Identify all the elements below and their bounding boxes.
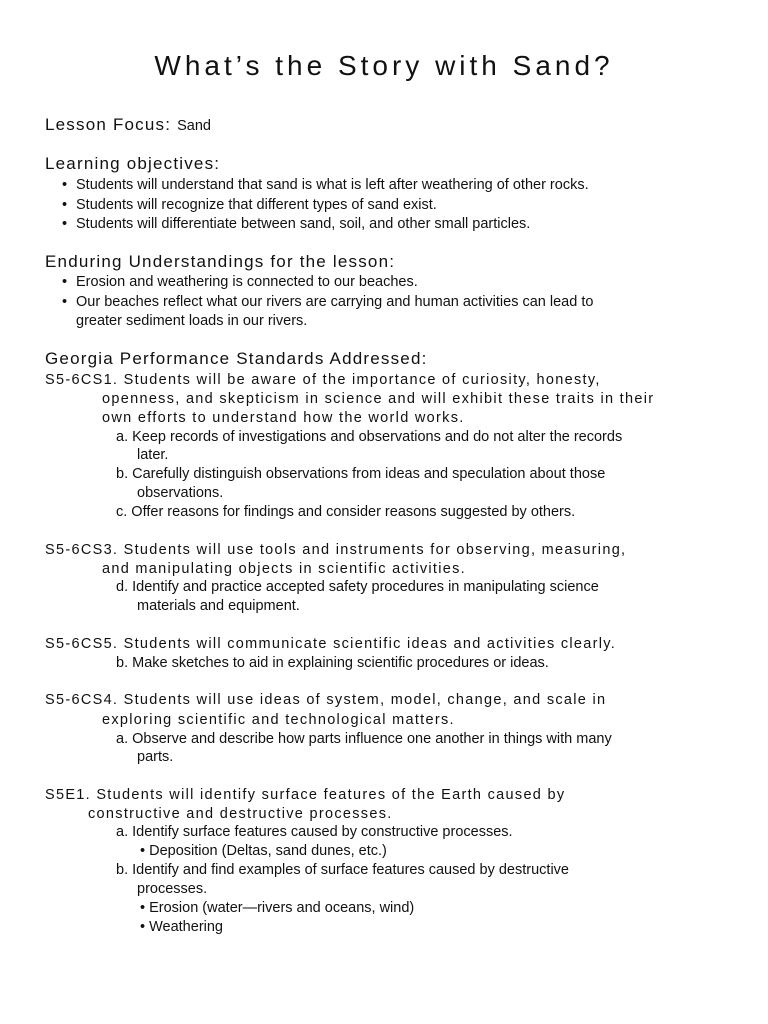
standard-item-a: a. Observe and describe how parts influence one another in things with many [116,731,612,747]
standard-item-a: a. Keep records of investigations and observations and do not alter the records [116,429,623,445]
standard-s5-6cs4: S5-6CS4. Students will use ideas of system, model, change, and scale in [45,692,607,708]
page-title: What’s the Story with Sand? [154,50,614,81]
list-item: • Erosion and weathering is connected to our beaches. [60,273,593,293]
standard-text: own efforts to understand how the world works. [102,410,465,426]
standard-text: and manipulating objects in scientific activities. [102,561,467,577]
standard-s5-6cs1: S5-6CS1. Students will be aware of the importance of curiosity, honesty, [45,372,601,388]
standard-s5e1: S5E1. Students will identify surface features of the Earth caused by [45,787,566,803]
standard-item-text: later. [137,447,169,463]
standard-item-text: processes. [137,881,208,897]
standard-item-d: d. Identify and practice accepted safety procedures in manipulating science [116,579,599,595]
list-item: • Our beaches reflect what our rivers are carrying and human activities can lead to [60,293,593,313]
standard-item-b: b. Identify and find examples of surface features caused by destructive [116,862,569,878]
standard-text: openness, and skepticism in science and will exhibit these traits in their [102,391,655,407]
standard-s5-6cs5: S5-6CS5. Students will communicate scientific ideas and activities clearly. [45,636,617,652]
standard-item-a: a. Identify surface features caused by constructive processes. [116,824,513,840]
standard-item-text: parts. [137,749,174,765]
standard-sub-bullet: • Erosion (water—rivers and oceans, wind) [140,900,415,916]
enduring-item-continuation: greater sediment loads in our rivers. [76,313,308,329]
standards-heading: Georgia Performance Standards Addressed: [45,349,428,368]
standard-item-c: c. Offer reasons for findings and consider reasons suggested by others. [116,504,576,520]
lesson-focus-label: Lesson Focus: [45,115,172,134]
list-item: • Students will understand that sand is what is left after weathering of other rocks. [60,176,589,196]
learning-objectives-heading: Learning objectives: [45,154,221,173]
lesson-focus [45,115,211,136]
list-item: • Students will differentiate between sand, soil, and other small particles. [60,215,589,235]
enduring-list [60,273,593,312]
standard-s5-6cs3: S5-6CS3. Students will use tools and instruments for observing, measuring, [45,542,627,558]
standard-item-text: observations. [137,485,224,501]
standard-item-b: b. Make sketches to aid in explaining scientific procedures or ideas. [116,655,549,671]
learning-objectives-list [60,176,589,235]
list-item: • Students will recognize that different types of sand exist. [60,196,589,216]
standard-text: constructive and destructive processes. [88,806,393,822]
standard-text: exploring scientific and technological matters. [102,712,455,728]
lesson-focus-value: Sand [177,118,211,134]
standard-sub-bullet: • Weathering [140,919,223,935]
standard-sub-bullet: • Deposition (Deltas, sand dunes, etc.) [140,843,387,859]
standard-item-b: b. Carefully distinguish observations from ideas and speculation about those [116,466,606,482]
standard-item-text: materials and equipment. [137,598,300,614]
enduring-heading: Enduring Understandings for the lesson: [45,252,396,271]
